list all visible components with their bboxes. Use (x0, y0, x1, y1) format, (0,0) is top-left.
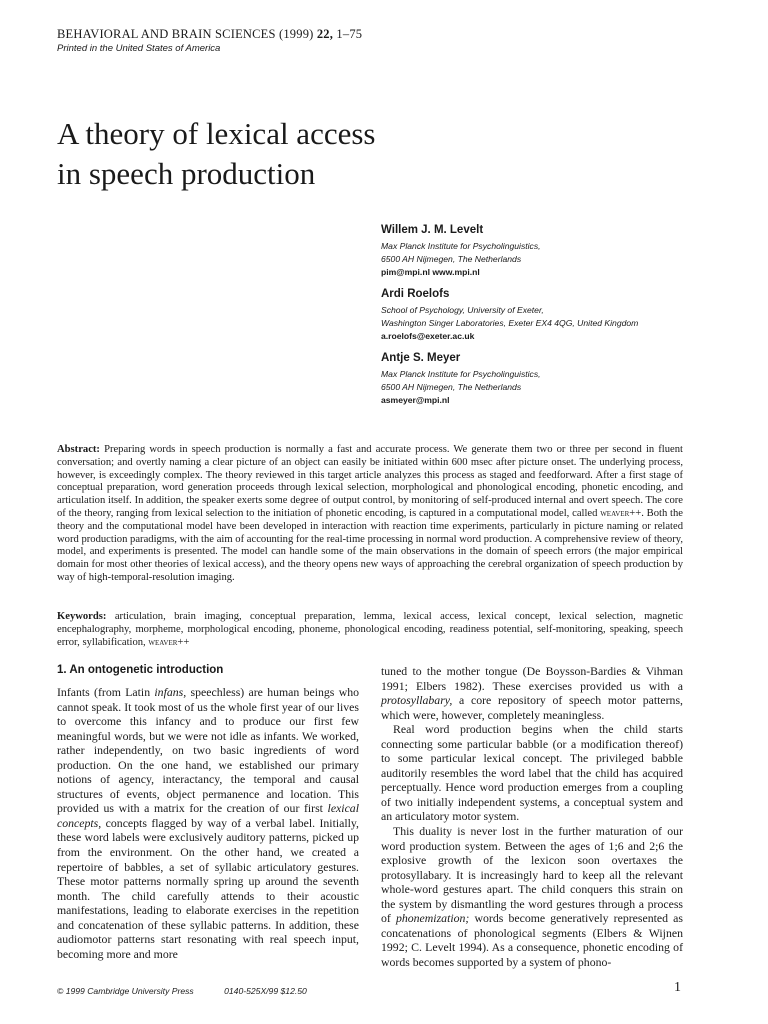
author-roelofs (381, 288, 638, 343)
copyright: © 1999 Cambridge University Press (57, 986, 194, 996)
text: words become generatively represented as concatenations of phonological segments (Elbers & Wijnen 1992; C. Levelt 1994). As a consequence, phonetic encoding of words becomes supported by a system of phono- (381, 911, 683, 969)
page-number: 1 (674, 980, 681, 995)
abstract-text: Preparing words in speech production is normally a fast and accurate process. We generate them two or three per second in fluent conversation; and overtly naming a clear picture of an object can easily be initiated within 600 msec after picture onset. The underlying process, however, is exceedingly complex. The theory reviewed in this target article analyzes this process as staged and feedforward. After a first stage of conceptual preparation, word generation proceeds through lexical selection, morphological and phonological encoding, phonetic encoding, and articulation itself. In addition, the speaker exerts some degree of output control, by monitoring of self-produced internal and overt speech. The core of the theory, ranging from lexical selection to the initiation of phonetic encoding, is captured in a computational model, called (57, 444, 683, 519)
author-levelt (381, 224, 541, 279)
abstract-text-continued: . Both the theory and the computational model have been developed in interaction with reaction time experiments, particularly in picture naming or related word production paradigms, with the aim of accounting for the real-time processing in normal word production. A comprehensive review of theory, model, and experiments is presented. The model can handle some of the main observations in the domain of speech errors (the major empirical domain for most other theories of lexical access), and the theory opens new ways of approaching the cerebral organization of speech production by way of high-temporal-resolution imaging. (57, 507, 683, 583)
journal-pages: 1–75 (336, 27, 363, 41)
emphasis: infans, (154, 685, 187, 699)
text: tuned to the mother tongue (De Boysson-Bardies & Vihman 1991; Elbers 1982). These exercises provided us with a (381, 664, 683, 693)
body-column-right (381, 664, 683, 969)
section-heading: 1. An ontogenetic introduction (57, 664, 224, 676)
author-name: Ardi Roelofs (381, 288, 450, 300)
footer (57, 986, 335, 996)
text: This duality is never lost in the further maturation of our word production system. Between the ages of 1;6 and 2;6 the explosive growth of the lexicon soon overtaxes the protosyllabary. It is increasingly hard to keep all the relevant whole-word gestures apart. The child conquers this strain on the system by dismantling the word gestures through a process of (381, 824, 683, 926)
emphasis: phonemization; (395, 911, 470, 926)
text: Infants (from Latin (57, 685, 151, 699)
author-email[interactable]: asmeyer@mpi.nl (381, 395, 450, 405)
author-address: 6500 AH Nijmegen, The Netherlands (381, 382, 522, 392)
article-title (57, 114, 375, 194)
issn: 0140-525X/99 $12.50 (224, 986, 307, 996)
journal-volume: 22, (316, 27, 334, 41)
paragraph: Real word production begins when the child starts connecting some particular babble (or a modification thereof) to some particular lexical concept. The privileged babble auditorily resembles the word label that the child has acquired perceptually. Hence word production emerges from a coupling of two initially independent systems, a conceptual system and an articulatory motor system. (381, 722, 683, 824)
keywords (57, 611, 683, 649)
author-affiliation: Max Planck Institute for Psycholinguistics, (381, 369, 541, 379)
model-name: weaver++ (600, 507, 642, 519)
emphasis: lexical concepts, (57, 801, 359, 830)
journal-name: BEHAVIORAL AND BRAIN SCIENCES (1999) (57, 27, 314, 41)
journal-header (57, 27, 362, 42)
text: speechless) are human beings who cannot speak. It took most of us the whole first year of our lives to overcome this infancy and to produce our first few meaningful words, but we were not idle as infants. We worked, rather independently, on two basic ingredients of word production. On the one hand, we established our primary notions of agency, interactancy, the temporal and causal structures of events, object permanence and location. This provided us with a matrix for the creation of our first (57, 685, 360, 816)
author-email[interactable]: a.roelofs@exeter.ac.uk (381, 331, 475, 341)
title-line-1: A theory of lexical access (57, 116, 376, 151)
body-column-left (57, 685, 359, 961)
paragraph (381, 824, 683, 969)
author-address: 6500 AH Nijmegen, The Netherlands (381, 254, 522, 264)
author-meyer (381, 352, 541, 407)
author-address: Washington Singer Laboratories, Exeter EX4 4QG, United Kingdom (381, 318, 639, 328)
printed-note: Printed in the United States of America (57, 43, 221, 54)
abstract (57, 444, 683, 585)
keywords-label: Keywords: (57, 611, 107, 622)
author-name: Antje S. Meyer (381, 352, 461, 364)
paragraph (381, 664, 683, 722)
author-affiliation: Max Planck Institute for Psycholinguistics, (381, 241, 541, 251)
title-line-2: in speech production (57, 156, 316, 191)
author-affiliation: School of Psychology, University of Exeter, (381, 305, 544, 315)
keyword-model: weaver++ (148, 636, 190, 648)
text: concepts flagged by way of a verbal label. Initially, these word labels were exclusively auditory patterns, picked up from the environment. On the other hand, we created a repertoire of babbles, a set of syllabic articulatory gestures. These motor patterns normally spring up around the seventh month. The child carefully attends to their acoustic manifestations, leading to elaborate exercises in the repetition and concatenation of these syllabic patterns. In addition, these audiomotor patterns start resonating with real speech input, becoming more and more (57, 815, 359, 961)
text: a core repository of speech motor patterns, which were, however, completely meaningless. (381, 693, 683, 722)
author-name: Willem J. M. Levelt (381, 224, 484, 236)
emphasis: protosyllabary, (381, 693, 453, 708)
abstract-label: Abstract: (57, 444, 100, 455)
keywords-text: articulation, brain imaging, conceptual preparation, lemma, lexical access, lexical concept, lexical selection, magnetic encephalography, morpheme, morphological encoding, phoneme, phonological encoding, readiness potential, self-monitoring, speaking, speech error, syllabification, (57, 611, 683, 648)
paragraph (57, 685, 359, 961)
author-email[interactable]: pim@mpi.nl www.mpi.nl (381, 267, 480, 277)
